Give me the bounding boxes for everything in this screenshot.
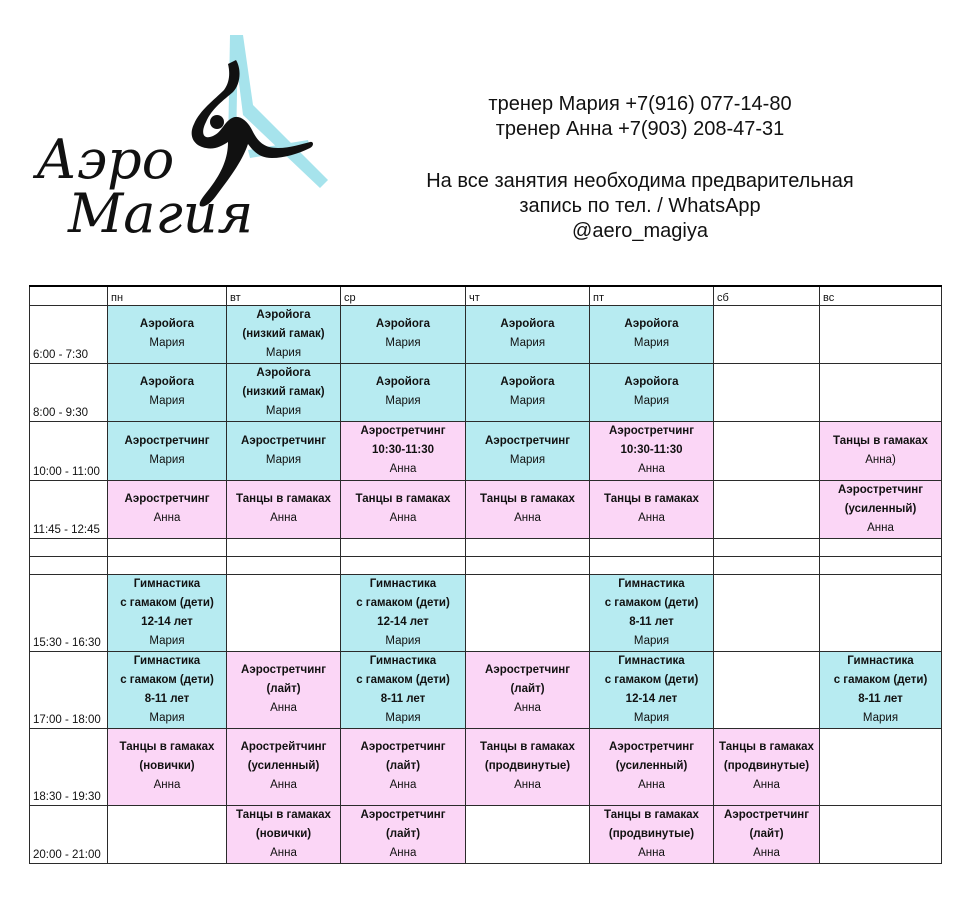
class-cell [466, 728, 590, 805]
class-cell [590, 480, 714, 538]
class-title-line: (продвинутые) [608, 827, 695, 840]
trainer-name: Мария [509, 337, 546, 349]
class-cell [820, 480, 942, 538]
header-row [30, 286, 942, 305]
class-title-line: Танцы в гамаках [480, 493, 575, 505]
class-title-line: 8-11 лет [144, 692, 190, 705]
class-title-line: 10:30-11:30 [371, 444, 435, 456]
trainer-name: Мария [149, 395, 185, 407]
class-title-line: 8-11 лет [629, 615, 674, 628]
trainer-name: Анна [153, 512, 181, 524]
class-title-line: с гамаком (дети) [604, 673, 699, 686]
class-title-line: 8-11 лет [380, 692, 426, 705]
class-title-line: Аэростретчинг [608, 741, 695, 753]
class-title-line: (низкий гамак) [242, 327, 325, 340]
class-title-line: (лайт) [385, 827, 421, 840]
aerial-dancer-logo [28, 30, 328, 250]
class-title-line: (новички) [139, 760, 195, 772]
day-header: вт [227, 286, 341, 305]
class-title-line: Аэройога [375, 376, 431, 388]
empty-cell [466, 805, 590, 863]
booking-note-line1: На все занятия необходима предварительная [426, 170, 854, 192]
class-title-line: Аэройога [139, 376, 195, 388]
time-slot-row [30, 651, 942, 728]
class-title-line: Гимнастика [618, 577, 685, 590]
time-slot-row [30, 305, 942, 363]
trainer-name: Анна [638, 512, 665, 524]
class-title-line: Аэройога [500, 318, 555, 330]
empty-cell [820, 556, 942, 574]
empty-cell [820, 538, 942, 556]
day-header: сб [714, 286, 820, 305]
trainer-name: Анна [753, 846, 780, 859]
class-title-line: (усиленный) [844, 502, 917, 515]
class-cell [590, 305, 714, 363]
empty-cell [30, 556, 108, 574]
trainer-name: Мария [633, 634, 670, 647]
class-cell [108, 363, 227, 421]
day-header: пт [590, 286, 714, 305]
trainer-name: Мария [633, 337, 670, 349]
silk-ribbon [233, 35, 328, 188]
time-label: 11:45 - 12:45 [30, 480, 108, 538]
day-header: ср [341, 286, 466, 305]
class-title-line: Танцы в гамаках [355, 493, 451, 505]
class-cell [341, 480, 466, 538]
class-cell [108, 305, 227, 363]
empty-cell [590, 556, 714, 574]
class-cell [108, 728, 227, 805]
day-header: вс [820, 286, 942, 305]
time-slot-row [30, 363, 942, 421]
class-cell [341, 421, 466, 480]
trainer-name: Мария [385, 395, 421, 407]
class-title-line: Аэростретчинг [240, 664, 327, 676]
trainer-name: Мария [862, 711, 899, 724]
class-title-line: 12-14 лет [377, 615, 429, 628]
class-cell [108, 651, 227, 728]
class-title-line: Аэройога [139, 318, 195, 330]
time-slot-row [30, 805, 942, 863]
class-cell [466, 363, 590, 421]
trainer-name: Анна) [865, 453, 896, 466]
class-title-line: (усиленный) [615, 760, 688, 772]
class-title-line: Танцы в гамаках [604, 493, 699, 505]
class-title-line: Аэройога [624, 376, 679, 388]
class-cell [108, 574, 227, 651]
class-title-line: Танцы в гамаках [480, 741, 575, 753]
class-cell [227, 421, 341, 480]
class-cell [466, 421, 590, 480]
trainer-name: Мария [149, 711, 185, 724]
trainer-name: Мария [509, 453, 546, 466]
class-title-line: Аэройога [624, 318, 679, 330]
trainer-name: Анна [753, 779, 780, 791]
class-cell [341, 574, 466, 651]
trainer-name: Анна [514, 779, 541, 791]
empty-cell [466, 556, 590, 574]
class-cell [820, 421, 942, 480]
time-label: 6:00 - 7:30 [30, 305, 108, 363]
trainer-name: Мария [385, 337, 421, 349]
empty-cell [714, 651, 820, 728]
empty-cell [108, 556, 227, 574]
time-label: 15:30 - 16:30 [30, 574, 108, 651]
class-cell [714, 728, 820, 805]
booking-note-line2: запись по тел. / WhatsApp [519, 195, 761, 217]
class-cell [590, 805, 714, 863]
trainer-name: Анна [389, 779, 417, 791]
class-title-line: Аэростретчинг [723, 808, 810, 821]
time-label: 10:00 - 11:00 [30, 421, 108, 480]
class-title-line: с гамаком (дети) [833, 673, 928, 686]
trainer-name: Анна [514, 702, 541, 714]
empty-cell [820, 728, 942, 805]
class-cell [227, 305, 341, 363]
class-cell [714, 805, 820, 863]
trainer-name: Анна [389, 512, 417, 524]
empty-cell [714, 538, 820, 556]
trainer-anna-phone: тренер Анна +7(903) 208-47-31 [495, 118, 785, 140]
class-cell [341, 728, 466, 805]
class-cell [590, 574, 714, 651]
class-title-line: 10:30-11:30 [620, 444, 683, 456]
class-title-line: (лайт) [266, 683, 301, 695]
logo-text-magiya: Магия [68, 182, 254, 245]
class-title-line: Аэростретчинг [484, 664, 571, 676]
class-title-line: (лайт) [749, 827, 784, 840]
instagram-handle: @aero_magiya [572, 220, 708, 242]
class-title-line: Аэройога [256, 308, 311, 321]
trainer-name: Анна [389, 846, 417, 859]
class-title-line: Гимнастика [847, 654, 914, 667]
time-label: 18:30 - 19:30 [30, 728, 108, 805]
class-title-line: Танцы в гамаках [833, 434, 928, 447]
trainer-name: Мария [385, 634, 421, 647]
class-title-line: Танцы в гамаках [719, 741, 814, 753]
empty-cell [714, 574, 820, 651]
empty-cell [466, 574, 590, 651]
class-title-line: 12-14 лет [625, 692, 678, 705]
class-title-line: с гамаком (дети) [604, 596, 699, 609]
class-title-line: 8-11 лет [858, 692, 903, 705]
class-title-line: Аэростретчинг [360, 425, 446, 437]
class-cell [590, 651, 714, 728]
class-title-line: (продвинутые) [484, 760, 571, 772]
class-cell [590, 728, 714, 805]
day-header: чт [466, 286, 590, 305]
trainer-name: Анна [270, 779, 297, 791]
empty-cell [341, 556, 466, 574]
empty-cell [714, 480, 820, 538]
trainer-name: Мария [265, 404, 302, 417]
class-title-line: Аэростретчинг [124, 434, 210, 447]
empty-cell [227, 574, 341, 651]
empty-cell [466, 538, 590, 556]
class-title-line: с гамаком (дети) [356, 673, 450, 686]
class-title-line: Аэростретчинг [360, 741, 446, 753]
empty-cell [820, 363, 942, 421]
trainer-name: Мария [149, 337, 185, 349]
class-title-line: с гамаком (дети) [120, 596, 214, 609]
empty-cell [714, 556, 820, 574]
class-title-line: Аэростретчинг [360, 808, 446, 821]
class-title-line: Гимнастика [618, 654, 685, 667]
class-title-line: Гимнастика [369, 577, 437, 590]
empty-cell [820, 574, 942, 651]
time-label: 17:00 - 18:00 [30, 651, 108, 728]
class-title-line: Танцы в гамаках [604, 808, 699, 821]
trainer-name: Анна [638, 846, 665, 859]
empty-cell [227, 556, 341, 574]
class-title-line: Гимнастика [133, 654, 201, 667]
empty-cell [108, 538, 227, 556]
empty-cell [820, 305, 942, 363]
class-cell [466, 651, 590, 728]
class-title-line: Аэростретчинг [124, 493, 210, 505]
class-title-line: Аэройога [500, 376, 555, 388]
trainer-name: Мария [265, 346, 302, 359]
class-cell [341, 805, 466, 863]
trainer-name: Мария [385, 711, 421, 724]
class-cell [466, 305, 590, 363]
empty-cell [714, 305, 820, 363]
class-title-line: (усиленный) [247, 760, 320, 772]
trainer-name: Мария [509, 395, 546, 407]
class-cell [590, 421, 714, 480]
empty-cell [30, 538, 108, 556]
class-title-line: Танцы в гамаках [236, 808, 331, 821]
class-title-line: (продвинутые) [723, 760, 810, 772]
class-cell [341, 305, 466, 363]
empty-cell [227, 538, 341, 556]
trainer-name: Анна [270, 512, 297, 524]
header-corner [30, 286, 108, 305]
class-title-line: Арострейтчинг [240, 741, 327, 753]
time-label: 8:00 - 9:30 [30, 363, 108, 421]
class-cell [466, 480, 590, 538]
class-cell [341, 363, 466, 421]
class-title-line: 12-14 лет [141, 615, 193, 628]
class-cell [227, 728, 341, 805]
class-title-line: с гамаком (дети) [120, 673, 214, 686]
class-title-line: Аэростретчинг [608, 425, 695, 437]
contact-info [380, 92, 900, 244]
empty-cell [820, 805, 942, 863]
schedule-table [29, 285, 942, 864]
spacer-row [30, 538, 942, 556]
class-cell [227, 651, 341, 728]
trainer-name: Мария [149, 453, 185, 466]
time-slot-row [30, 574, 942, 651]
class-cell [108, 480, 227, 538]
trainer-name: Анна [638, 779, 665, 791]
spacer-row [30, 556, 942, 574]
class-title-line: Аэростретчинг [240, 434, 327, 447]
trainer-maria-phone: тренер Мария +7(916) 077-14-80 [488, 93, 792, 115]
empty-cell [714, 363, 820, 421]
time-slot-row [30, 728, 942, 805]
time-slot-row [30, 480, 942, 538]
class-title-line: (низкий гамак) [242, 385, 325, 398]
class-title-line: Аэростретчинг [484, 434, 571, 447]
time-slot-row [30, 421, 942, 480]
class-title-line: Аэройога [375, 318, 431, 330]
empty-cell [590, 538, 714, 556]
dancer-head [210, 115, 224, 129]
class-cell [227, 363, 341, 421]
class-cell [820, 651, 942, 728]
class-cell [108, 421, 227, 480]
trainer-name: Мария [149, 634, 185, 647]
class-title-line: Танцы в гамаках [236, 493, 331, 505]
class-cell [341, 651, 466, 728]
class-title-line: (лайт) [510, 683, 545, 695]
class-cell [590, 363, 714, 421]
class-title-line: Гимнастика [369, 654, 437, 667]
trainer-name: Мария [633, 395, 670, 407]
class-title-line: Аэростретчинг [837, 483, 924, 496]
logo [28, 30, 328, 250]
class-title-line: с гамаком (дети) [356, 596, 450, 609]
class-cell [227, 480, 341, 538]
empty-cell [341, 538, 466, 556]
spacer [380, 142, 900, 169]
logo-text-aero: Аэро [36, 128, 175, 191]
trainer-name: Мария [265, 453, 302, 466]
trainer-name: Анна [514, 512, 541, 524]
class-cell [227, 805, 341, 863]
empty-cell [714, 421, 820, 480]
trainer-name: Анна [270, 702, 297, 714]
class-title-line: Аэройога [256, 366, 311, 379]
class-title-line: Танцы в гамаках [119, 741, 215, 753]
trainer-name: Мария [633, 711, 670, 724]
class-title-line: (новички) [255, 827, 312, 840]
trainer-name: Анна [389, 463, 417, 475]
trainer-name: Анна [153, 779, 181, 791]
time-label: 20:00 - 21:00 [30, 805, 108, 863]
trainer-name: Анна [638, 463, 665, 475]
day-header: пн [108, 286, 227, 305]
class-title-line: Гимнастика [133, 577, 201, 590]
trainer-name: Анна [270, 846, 297, 859]
empty-cell [108, 805, 227, 863]
class-title-line: (лайт) [385, 760, 421, 772]
trainer-name: Анна [867, 521, 894, 534]
